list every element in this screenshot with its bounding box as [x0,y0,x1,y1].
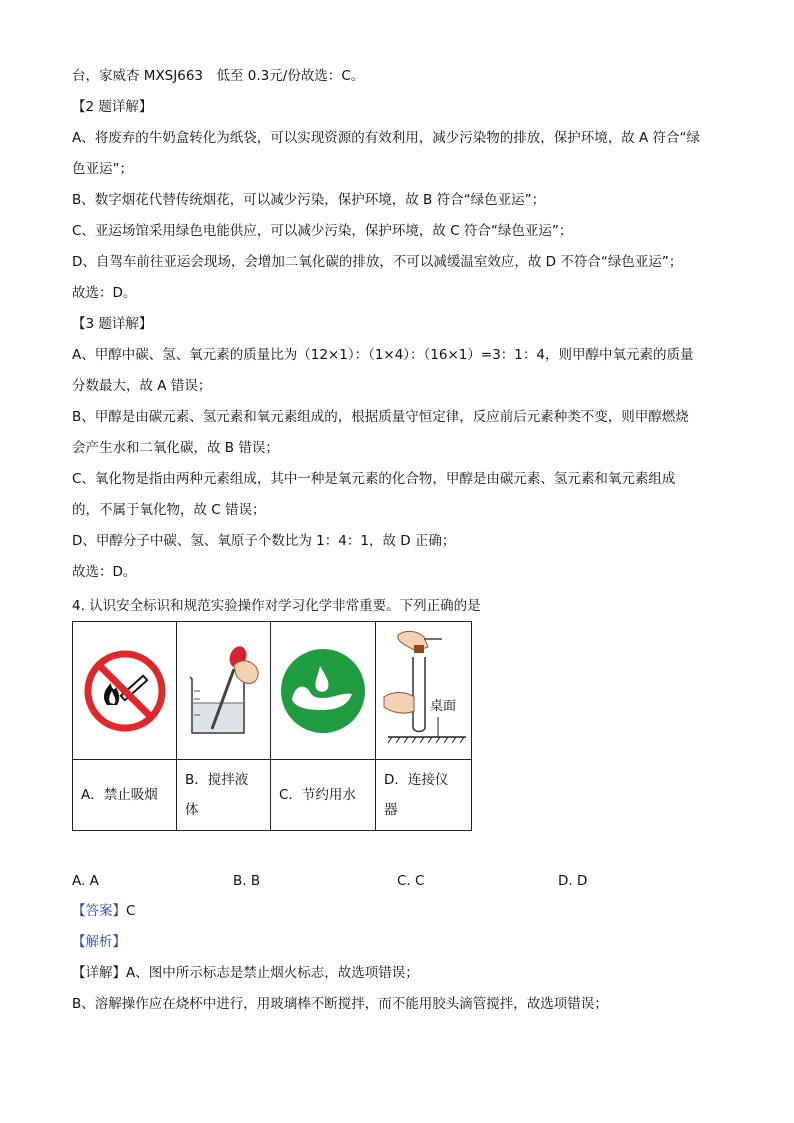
question-stem: 4. 认识安全标识和规范实验操作对学习化学非常重要。下列正确的是 [72,598,481,614]
option-d-label: D．连接仪 器 [376,760,472,831]
text-line: B、数字烟花代替传统烟花，可以减少污染，保护环境，故 B 符合“绿色亚运”； [72,192,546,208]
choice-c: C. C [397,873,425,889]
answer-value: C [126,903,136,919]
text-line: 故选：D。 [72,564,137,580]
text-line: D、甲醇分子中碳、氢、氧原子个数比为 1：4：1，故 D 正确； [72,533,456,549]
answer-tag: 【答案】 [72,903,126,919]
detail-tag: 【详解】 [72,965,126,981]
desk-label: 桌面 [430,699,457,714]
option-c-image-cell [271,622,376,760]
text-line: B、甲醇是由碳元素、氢元素和氧元素组成的，根据质量守恒定律，反应前后元素种类不变，则甲醇燃烧 [72,409,689,425]
section-heading: 【3 题详解】 [72,316,153,332]
text-line: 的，不属于氧化物，故 C 错误； [72,502,266,518]
dropper-beaker-icon [182,641,266,741]
test-tube-stopper-icon [378,625,470,757]
option-c-label: C．节约用水 [271,760,376,831]
choice-b: B. B [233,873,261,889]
option-a-image-cell [73,622,177,760]
detail-line: 【详解】A、图中所示标志是禁止烟火标志，故选项错误； [72,965,419,981]
options-table [72,621,472,831]
text-line: 分数最大，故 A 错误； [72,378,212,394]
analysis-tag: 【解析】 [72,934,126,950]
text-line: D、自驾车前往亚运会现场，会增加二氧化碳的排放，不可以减缓温室效应，故 D 不符合“绿色亚运”； [72,254,683,270]
text-line: 色亚运”； [72,161,133,177]
option-b-image-cell [177,622,271,760]
text-line: C、氧化物是指由两种元素组成，其中一种是氧元素的化合物，甲醇是由碳元素、氢元素和氧元素组成 [72,471,676,487]
option-b-label: B．搅拌液 体 [177,760,271,831]
text-line: 台，家威杏 MXSJ663 低至 0.3元/份故选：C。 [72,68,365,84]
text-line: A、将废弃的牛奶盒转化为纸袋，可以实现资源的有效利用，减少污染物的排放，保护环境，故 A 符合“绿 [72,130,701,146]
no-smoking-icon [83,649,167,733]
choice-a: A. A [72,873,99,889]
section-heading: 【2 题详解】 [72,99,153,115]
water-saving-icon [280,648,366,734]
option-a-label: A．禁止吸烟 [73,760,177,831]
text-line: A、甲醇中碳、氢、氧元素的质量比为（12×1）：（1×4）：（16×1）=3：1：4，则甲醇中氧元素的质量 [72,347,694,363]
text-line: 故选：D。 [72,285,137,301]
choice-d: D. D [558,873,588,889]
text-line: 会产生水和二氧化碳，故 B 错误； [72,440,279,456]
detail-line: B、溶解操作应在烧杯中进行，用玻璃棒不断搅拌，而不能用胶头滴管搅拌，故选项错误； [72,996,608,1012]
answer-line [72,901,135,921]
option-d-image-cell [376,622,472,760]
text-line: C、亚运场馆采用绿色电能供应，可以减少污染，保护环境，故 C 符合“绿色亚运”； [72,223,573,239]
